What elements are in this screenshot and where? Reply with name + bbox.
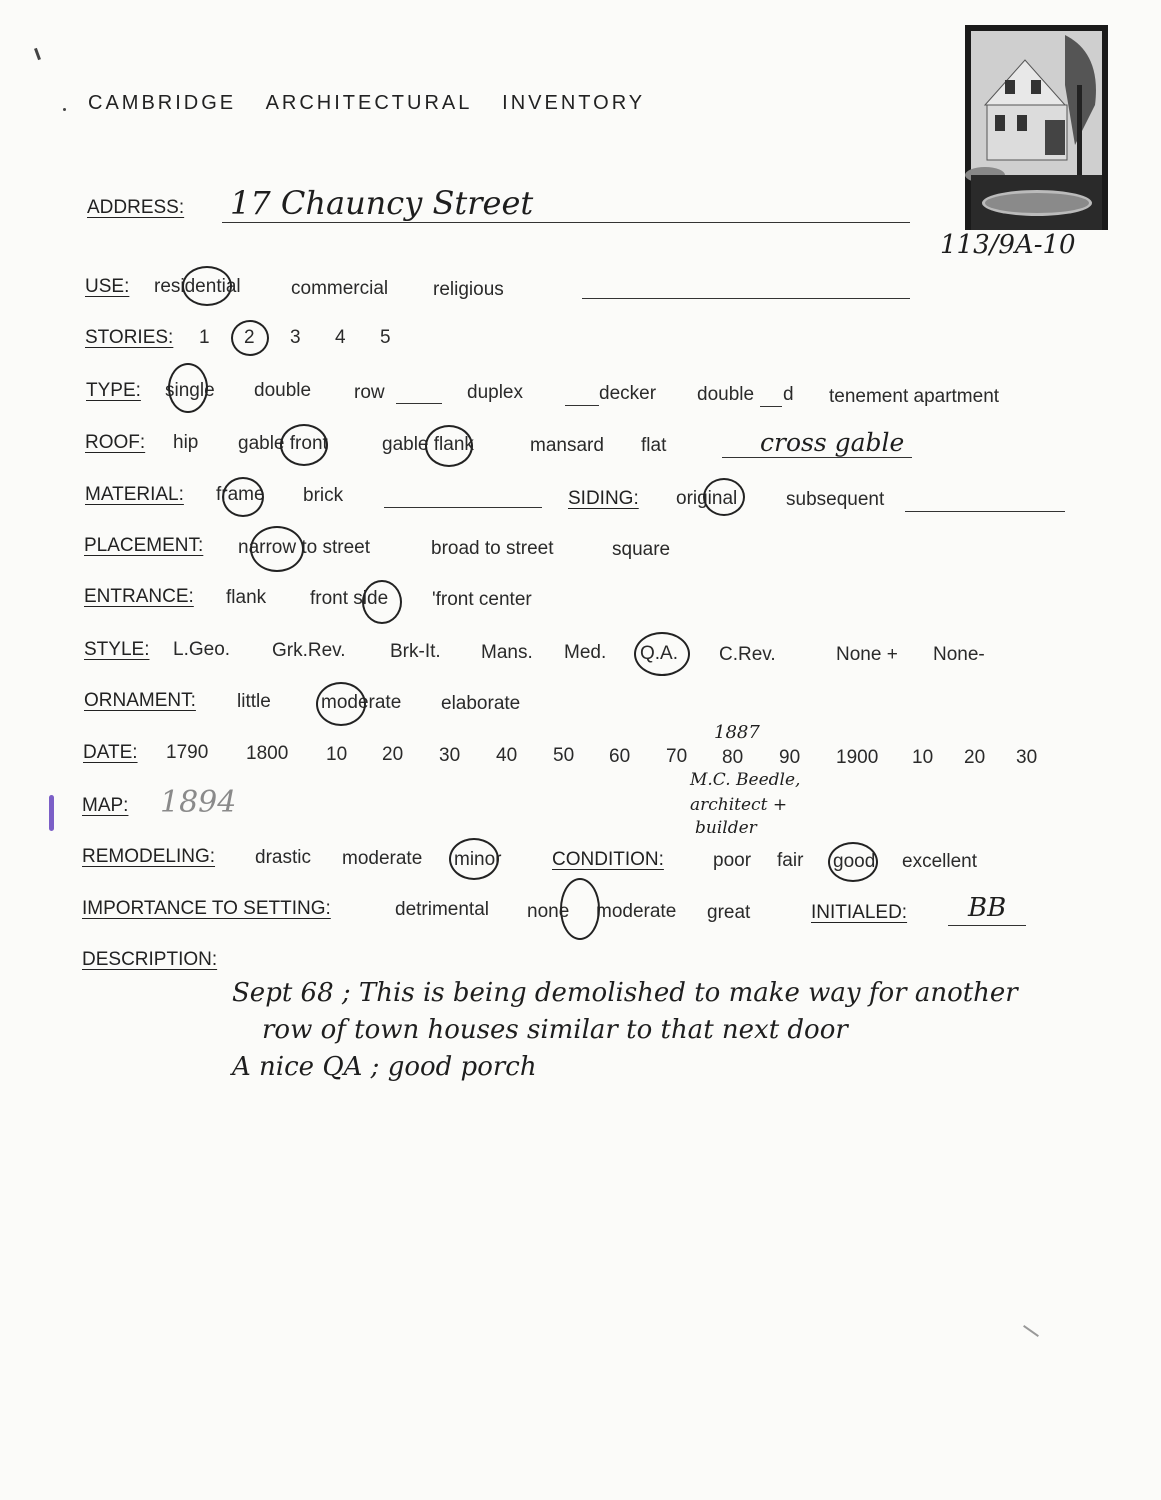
description-label: DESCRIPTION: [82,949,218,970]
date-option-90: 90 [779,747,801,768]
entrance-label: ENTRANCE: [84,586,194,607]
selection-circle-narrow [250,526,304,572]
style-option-lgeo: L.Geo. [173,639,231,660]
importance-label: IMPORTANCE TO SETTING: [82,898,331,919]
entrance-option-flank: flank [226,587,267,608]
siding-option-original: original [676,488,738,509]
date-option-20: 20 [382,744,404,765]
date-option-30: 30 [439,745,461,766]
remodeling-option-minor: minor [454,849,502,870]
selection-circle-none-moderate [560,878,600,940]
form-title: CAMBRIDGE ARCHITECTURAL INVENTORY [88,92,646,114]
selection-circle-gable-front [280,424,328,466]
initialed-line [948,925,1026,926]
type-double-d-line [760,406,782,407]
date-option-50: 50 [553,745,575,766]
placement-option-narrow: narrow to street [238,537,370,558]
material-other-line [384,507,542,508]
ornament-label: ORNAMENT: [84,690,196,711]
style-option-grkrev: Grk.Rev. [272,640,346,661]
use-option-commercial: commercial [291,278,389,299]
condition-option-fair: fair [777,850,804,871]
type-option-single: single [165,380,215,401]
siding-label: SIDING: [568,488,639,509]
selection-circle-gable-flank [425,425,473,467]
roof-option-gable-flank: gable flank [382,434,474,455]
selection-circle-residential [182,266,232,306]
use-other-line [582,298,910,299]
importance-option-moderate: moderate [596,901,677,922]
roof-option-hip: hip [173,432,199,453]
margin-tick [49,795,54,831]
selection-circle-single [168,363,208,413]
use-option-residential: residential [154,276,241,297]
style-option-med: Med. [564,642,607,663]
selection-circle-original [703,478,745,516]
architect-note-line1: M.C. Beedle, [690,770,801,790]
use-option-religious: religious [433,279,504,300]
type-row-line [396,403,442,404]
selection-circle-frame [222,477,264,517]
material-option-brick: brick [303,485,344,506]
entrance-option-front-center: 'front center [432,589,532,610]
stray-mark [34,48,41,60]
stories-option-5: 5 [380,327,391,348]
stories-option-3: 3 [290,327,301,348]
roof-label: ROOF: [85,432,146,453]
stories-option-2: 2 [244,327,255,348]
placement-option-broad: broad to street [431,538,554,559]
date-option-1790: 1790 [166,742,209,763]
condition-label: CONDITION: [552,849,664,870]
date-option-40: 40 [496,745,518,766]
date-option-10b: 10 [912,747,934,768]
date-option-80: 80 [722,747,744,768]
ornament-option-moderate: moderate [321,692,402,713]
selection-circle-qa [634,632,690,676]
description-line-2: row of town houses similar to that next door [262,1015,848,1045]
type-decker-line [565,405,599,406]
architect-note-line3: builder [695,818,757,838]
address-value: 17 Chauncy Street [230,184,534,222]
style-option-none-minus: None- [933,644,985,665]
roof-option-gable-front: gable front [238,433,328,454]
ornament-option-little: little [237,691,271,712]
date-year-note: 1887 [714,722,760,743]
importance-option-none: none [527,901,570,922]
date-option-30b: 30 [1016,747,1038,768]
date-option-1800: 1800 [246,743,289,764]
condition-option-good: good [833,851,876,872]
selection-circle-side [362,580,402,624]
roof-other-value: cross gable [760,428,905,457]
condition-option-poor: poor [713,850,752,871]
description-line-3: A nice QA ; good porch [232,1052,537,1082]
remodeling-option-drastic: drastic [255,847,311,868]
selection-circle-minor [449,838,499,880]
material-option-frame: frame [216,484,265,505]
date-label: DATE: [83,742,138,763]
stories-label: STORIES: [85,327,174,348]
condition-option-excellent: excellent [902,851,977,872]
type-option-decker: decker [599,383,657,404]
photo-reference: 113/9A-10 [940,230,1076,260]
description-line-1: Sept 68 ; This is being demolished to make way for another [232,978,1018,1008]
style-option-none-plus: None + [836,644,898,665]
selection-circle-stories-2 [231,320,269,356]
importance-option-great: great [707,902,751,923]
type-option-d-suffix: d [783,384,794,405]
importance-option-detrimental: detrimental [395,899,489,920]
ornament-option-elaborate: elaborate [441,693,521,714]
placement-label: PLACEMENT: [84,535,204,556]
map-value: 1894 [160,785,237,820]
roof-option-mansard: mansard [530,435,604,456]
date-option-10: 10 [326,744,348,765]
type-option-row: row [354,382,385,403]
remodeling-label: REMODELING: [82,846,216,867]
type-option-double-d: double [697,384,755,405]
stories-option-4: 4 [335,327,346,348]
stories-option-1: 1 [199,327,210,348]
date-option-20b: 20 [964,747,986,768]
address-line [222,222,910,223]
style-option-crev: C.Rev. [719,644,776,665]
map-label: MAP: [82,795,129,816]
style-label: STYLE: [84,639,150,660]
type-option-tenement-apartment: tenement apartment [829,386,1000,407]
date-option-1900: 1900 [836,747,879,768]
date-option-60: 60 [609,746,631,767]
type-label: TYPE: [86,380,141,401]
architect-note-line2: architect + [690,795,788,815]
type-option-duplex: duplex [467,382,523,403]
type-option-double: double [254,380,312,401]
style-option-qa: Q.A. [640,643,679,664]
roof-other-line [722,457,912,458]
roof-option-flat: flat [641,435,667,456]
date-option-70: 70 [666,746,688,767]
selection-circle-good [828,842,878,882]
selection-circle-moderate [316,682,366,726]
stray-mark [1023,1325,1039,1337]
siding-option-subsequent: subsequent [786,489,885,510]
use-label: USE: [85,276,130,297]
style-option-brkit: Brk-It. [390,641,441,662]
stray-mark [63,108,66,111]
siding-other-line [905,511,1065,512]
building-photo [965,25,1108,230]
remodeling-option-moderate: moderate [342,848,423,869]
initialed-value: BB [968,893,1007,923]
entrance-option-front-side: front side [310,588,389,609]
initialed-label: INITIALED: [811,902,908,923]
address-label: ADDRESS: [87,197,185,218]
placement-option-square: square [612,539,671,560]
material-label: MATERIAL: [85,484,184,505]
style-option-mans: Mans. [481,642,533,663]
